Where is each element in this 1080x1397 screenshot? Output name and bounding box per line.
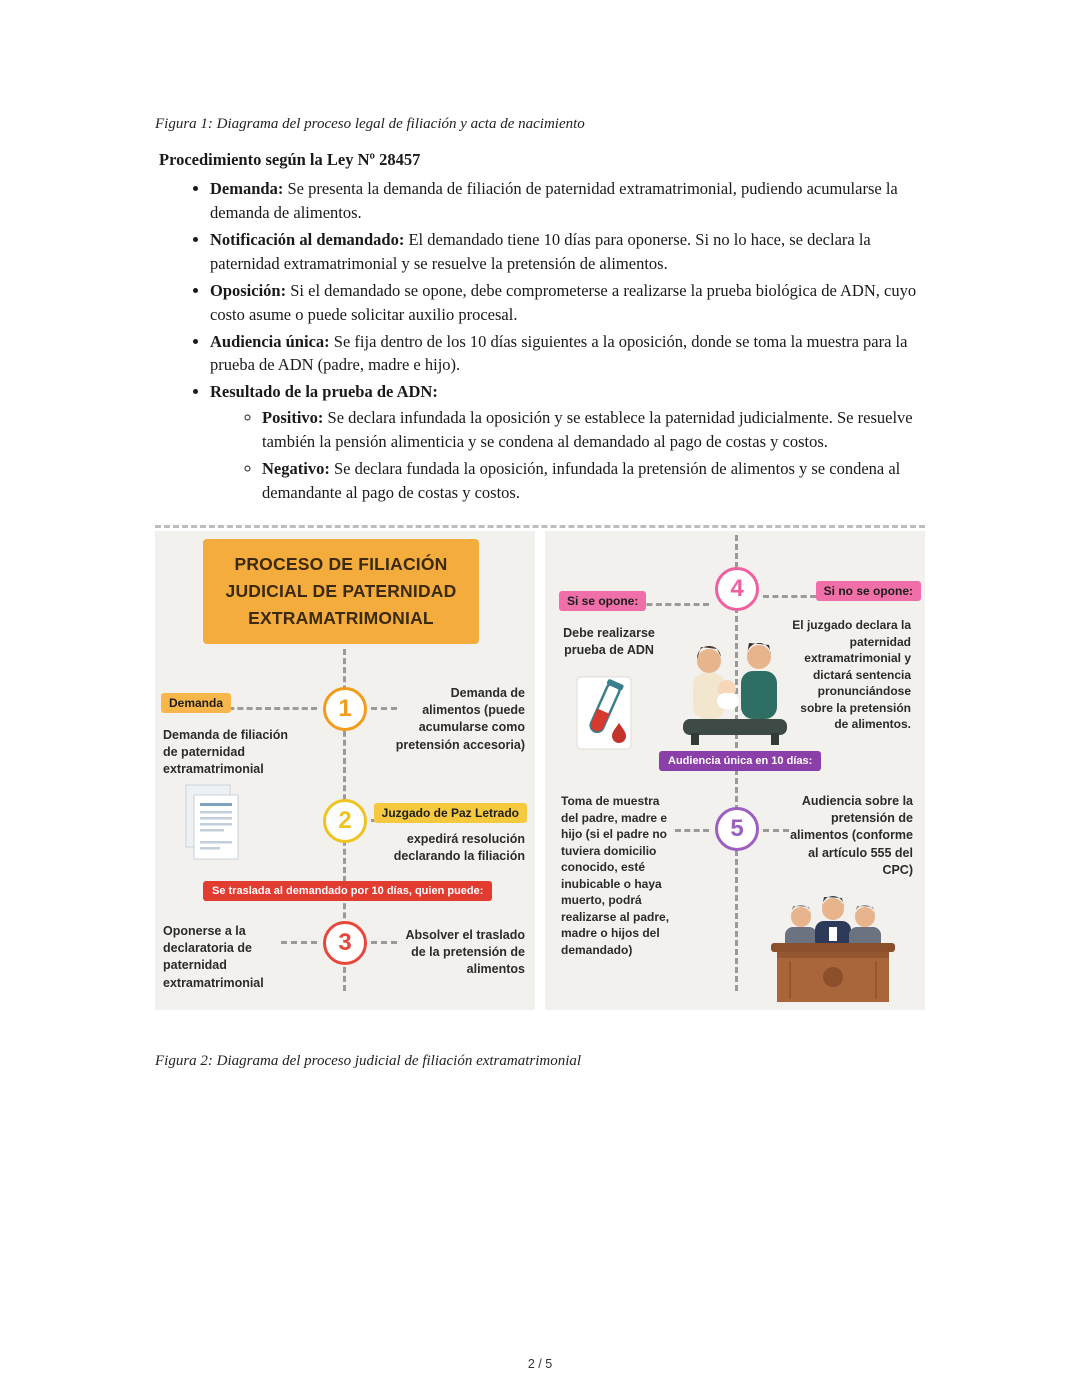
page-number: 2 / 5 — [527, 1357, 553, 1371]
infographic-figure — [155, 525, 925, 1007]
traslado-banner: Se traslada al demandado por 10 días, quien puede: — [203, 881, 492, 901]
step-4-circle: 4 — [715, 567, 759, 611]
section-heading: Procedimiento según la Ley Nº 28457 — [159, 150, 421, 169]
bullet-text: El demandado tiene 10 días para oponerse. Si no lo hace, se declara la paternidad extramatrimonial y se resuelve la pretensión de alimentos. — [210, 229, 871, 273]
procedure-list — [155, 177, 930, 505]
connector-dash — [637, 603, 709, 606]
judges-illustration — [767, 891, 899, 1005]
family-illustration — [669, 627, 801, 751]
bullet-text: Se presenta la demanda de filiación de paternidad extramatrimonial, pudiendo acumularse la demanda de alimentos. — [210, 179, 898, 222]
step-3-circle: 3 — [323, 921, 367, 965]
list-item — [210, 228, 930, 276]
step-4-left-text: Debe realizarse prueba de ADN — [563, 625, 655, 658]
demanda-badge: Demanda — [161, 693, 231, 713]
step-2-circle: 2 — [323, 799, 367, 843]
step-4-right-text: El juzgado declara la paternidad extramatrimonial y dictará sentencia pronunciándose sobre la pretensión de alimentos. — [792, 617, 911, 732]
se-opone-badge: Si se opone: — [559, 591, 646, 611]
list-item — [210, 330, 930, 378]
bullet-text: Se declara infundada la oposición y se establece la paternidad judicialmente. Se resuelve también la pensión alimenticia y se condena al demandado al pago de costas y costos. — [262, 408, 913, 452]
bullet-label: Resultado de la prueba de ADN: — [210, 382, 438, 402]
bullet-label: Positivo: — [262, 408, 324, 428]
step-1-right-text: Demanda de alimentos (puede acumularse como pretensión accesoria) — [395, 685, 525, 752]
no-se-opone-badge: Si no se opone: — [816, 581, 921, 601]
list-item — [210, 279, 930, 327]
connector-dash — [219, 707, 317, 710]
list-item — [210, 177, 930, 225]
step-2-right-text: expedirá resolución declarando la filiación — [393, 831, 525, 864]
list-item — [262, 406, 930, 454]
list-item — [210, 380, 930, 505]
figure2-caption: Figura 2: Diagrama del proceso judicial de filiación extramatrimonial — [155, 1052, 582, 1069]
step-5-left-text: Toma de muestra del padre, madre e hijo (si el padre no tuviera domicilio conocido, esté inubicable o haya muerto, podrá realizarse al padre, madre o hijos del demandado) — [561, 793, 670, 957]
step-5-right-text: Audiencia sobre la pretensión de alimentos (conforme al artículo 555 del CPC) — [790, 793, 913, 877]
step-3-left-text: Oponerse a la declaratoria de paternidad extramatrimonial — [163, 923, 264, 990]
bullet-label: Oposición: — [210, 280, 287, 300]
list-item — [262, 457, 930, 505]
bullet-text: Se fija dentro de los 10 días siguientes a la oposición, donde se toma la muestra para la prueba de ADN (padre, madre e hijo). — [210, 331, 908, 375]
step-3-right-text: Absolver el traslado de la pretensión de alimentos — [405, 927, 525, 977]
bullet-label: Audiencia única: — [210, 331, 330, 351]
bullet-label: Notificación al demandado: — [210, 229, 405, 249]
document-icon — [183, 783, 243, 865]
step-5-circle: 5 — [715, 807, 759, 851]
infographic-title: PROCESO DE FILIACIÓN JUDICIAL DE PATERNIDAD EXTRAMATRIMONIAL — [203, 539, 479, 644]
infographic-left-panel — [155, 531, 535, 1010]
step-1-left-text: Demanda de filiación de paternidad extramatrimonial — [163, 727, 289, 777]
infographic-right-panel — [545, 531, 925, 1010]
bullet-text: Si el demandado se opone, debe comprometerse a realizarse la prueba biológica de ADN, cuyo costo asume o puede solicitar auxilio procesal. — [210, 280, 917, 324]
juzgado-badge: Juzgado de Paz Letrado — [374, 803, 527, 823]
figure1-caption: Figura 1: Diagrama del proceso legal de filiación y acta de nacimiento — [155, 116, 585, 132]
connector-dash — [675, 829, 709, 832]
step-1-circle: 1 — [323, 687, 367, 731]
bullet-label: Demanda: — [210, 179, 284, 198]
bullet-label: Negativo: — [262, 459, 330, 479]
result-sublist — [210, 406, 930, 505]
adn-test-icon — [573, 671, 637, 761]
connector-dash — [281, 941, 317, 944]
bullet-text: Se declara fundada la oposición, infundada la pretensión de alimentos y se condena al demandante al pago de costas y costos. — [262, 459, 901, 503]
audiencia-banner: Audiencia única en 10 días: — [659, 751, 821, 771]
